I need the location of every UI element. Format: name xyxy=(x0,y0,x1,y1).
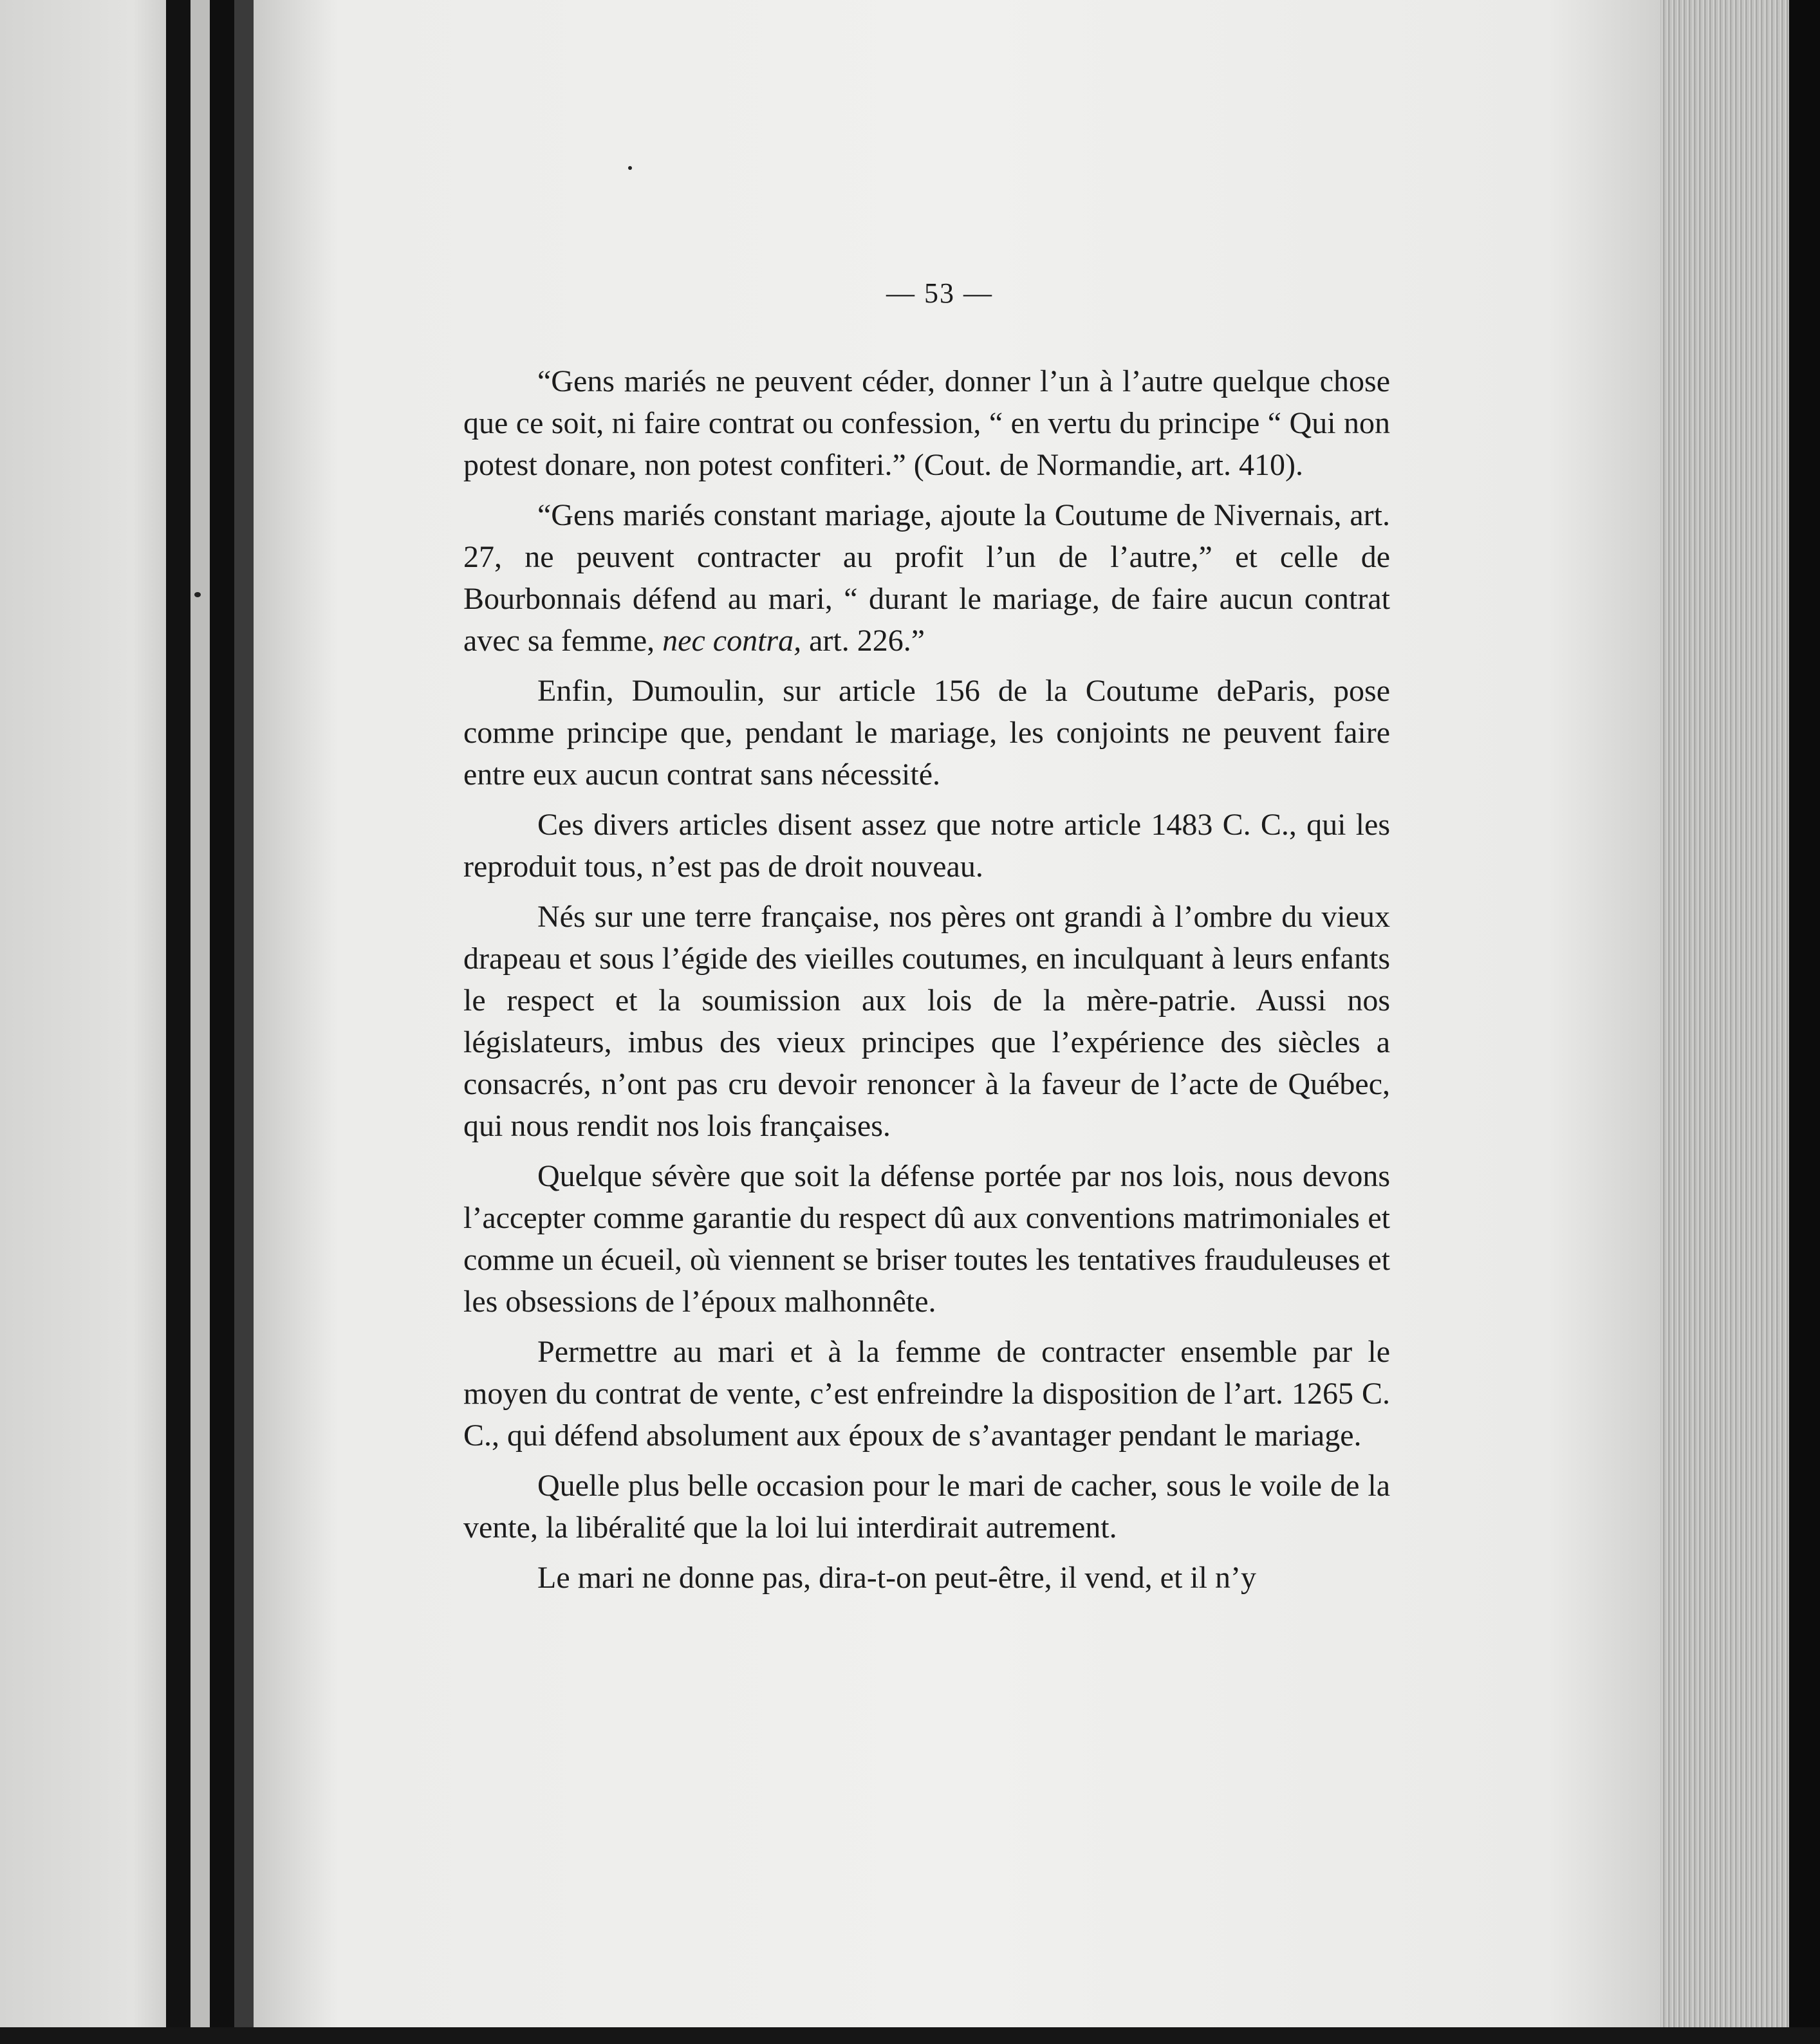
page-edges-stack xyxy=(1660,0,1789,2044)
left-facing-page xyxy=(0,0,166,2044)
scan-speck xyxy=(194,592,201,597)
scan-border-right xyxy=(1789,0,1820,2044)
paragraph xyxy=(463,494,1390,662)
italic-phrase: nec contra, xyxy=(662,624,802,658)
page-gutter xyxy=(234,0,254,2044)
paragraph-text: art. 226.” xyxy=(801,624,925,658)
paragraph: Ces divers articles disent assez que notre article 1483 C. C., qui les reproduit tous, n’est pas de droit nouveau. xyxy=(463,808,1390,884)
scan-border-bottom xyxy=(0,2027,1820,2044)
paragraph: Enfin, Dumoulin, sur article 156 de la Coutume deParis, pose comme principe que, pendant le mariage, les conjoints ne peuvent faire entre eux aucun contrat sans nécessité. xyxy=(463,674,1390,792)
spine-shadow xyxy=(166,0,190,2044)
paragraph-text: “Gens mariés constant mariage, ajoute la Coutume de Nivernais, art. 27, ne peuvent contracter au profit l’un de l’autre,” et celle de Bourbonnais défend au mari, “ durant le mariage, de faire aucun contrat avec sa femme, xyxy=(463,498,1390,658)
scan-speck xyxy=(628,166,632,170)
paragraph: Le mari ne donne pas, dira-t-on peut-être, il vend, et il n’y xyxy=(537,1561,1256,1595)
spine-shadow-inner xyxy=(210,0,234,2044)
paragraph: “Gens mariés ne peuvent céder, donner l’un à l’autre quelque chose que ce soit, ni faire contrat ou confession, “ en vertu du principe “ Qui non potest donare, non potest confiteri.” (Cout. de Normandie, art. 410). xyxy=(463,364,1390,482)
paragraph: Permettre au mari et à la femme de contracter ensemble par le moyen du contrat de vente, c’est enfreindre la disposition de l’art. 1265 C. C., qui défend absolument aux époux de s’avantager pendant le mariage. xyxy=(463,1335,1390,1453)
paragraph: Nés sur une terre française, nos pères ont grandi à l’ombre du vieux drapeau et sous l’égide des vieilles coutumes, en inculquant à leurs enfants le respect et la soumission aux lois de la mère-patrie. Aussi nos législateurs, imbus des vieux principes que l’expérience des siècles a consacrés, n’ont pas cru devoir renoncer à la faveur de l’acte de Québec, qui nous rendit nos lois françaises. xyxy=(463,900,1390,1143)
body-text xyxy=(463,360,1390,1607)
paragraph: Quelque sévère que soit la défense portée par nos lois, nous devons l’accepter comme garantie du respect dû aux conventions matrimoniales et comme un écueil, où viennent se briser toutes les tentatives frauduleuses et les obsessions de l’époux malhonnête. xyxy=(463,1159,1390,1319)
paragraph: Quelle plus belle occasion pour le mari de cacher, sous le voile de la vente, la libéralité que la loi lui interdirait autrement. xyxy=(463,1469,1390,1545)
page-number: — 53 — xyxy=(886,277,993,309)
spine-gap xyxy=(190,0,210,2044)
